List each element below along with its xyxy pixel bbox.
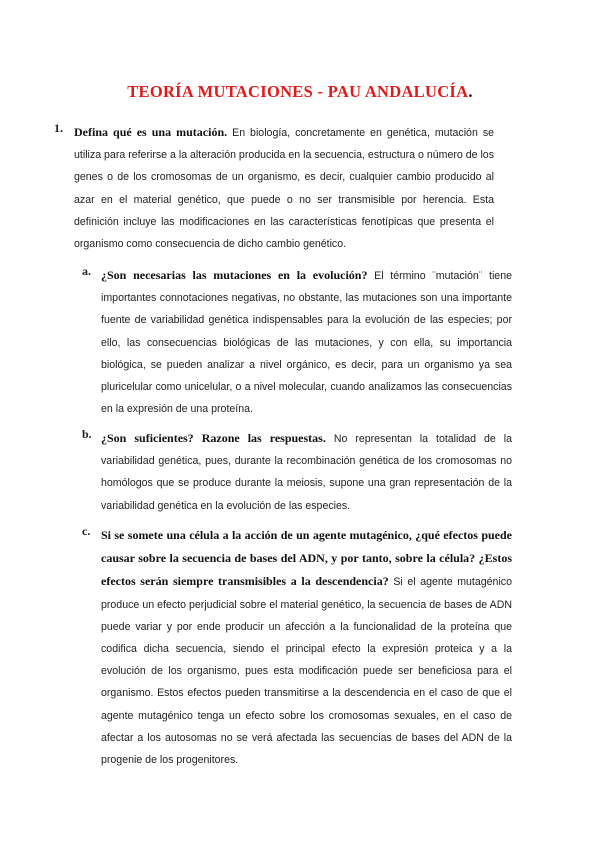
title-period: . <box>468 82 473 101</box>
subquestion-label: c. <box>82 524 91 538</box>
subquestion-c <box>82 524 512 771</box>
subquestion-a-answer: El término ¨mutación¨ tiene importantes connotaciones negativas, no obstante, las mutaciones son una importante fuente de variabilidad genética indispensables para la evolución de las especies; por ello, las consecuencias biológicas de las mutaciones, y con ella, su importancia biológica, se pueden analizar a nivel orgánico, es decir, para un organismo ya sea pluricelular como unicelular, o a nivel molecular, cuando analizamos las consecuencias en la expresión de una proteína. <box>101 270 512 416</box>
question-1-answer: En biología, concretamente en genética, mutación se utiliza para referirse a la alteración producida en la secuencia, estructura o número de los genes o de los cromosomas de un organismo, es decir, cualquier cambio producido al azar en el material genético, que puede o no ser transmisible por herencia. Esta definición incluye las modificaciones en las características fenotípicas que presenta el organismo como consecuencia de dicho cambio genético. <box>74 127 495 251</box>
subquestion-a-body <box>101 264 512 420</box>
question-number: 1. <box>54 121 63 135</box>
question-1-prompt: Defina qué es una mutación. <box>74 125 228 139</box>
page-title <box>0 82 600 102</box>
subquestion-c-answer: Si el agente mutagénico produce un efecto perjudicial sobre el material genético, la secuencia de bases de ADN puede variar y por ende producir un afección a la funcionalidad de la proteína que codifica dicha secuencia, siendo el principal efecto la expresión proteica y a la evolución de los organismo, pues esta modificación puede ser beneficiosa para el organismo. Estos efectos pueden transmitirse a la descendencia en el caso de que el agente mutagénico tenga un efecto sobre los cromosomas sexuales, en el caso de afectar a los autosomas no se verá afectada las secuencias de bases del ADN de la progenie de los progenitores. <box>101 576 512 767</box>
subquestion-label: a. <box>82 264 91 278</box>
question-1 <box>54 121 494 255</box>
title-text: TEORÍA MUTACIONES - PAU ANDALUCÍA <box>127 82 469 101</box>
subquestion-a-prompt: ¿Son necesarias las mutaciones en la evolución? <box>101 268 368 282</box>
subquestion-b-prompt: ¿Son suficientes? Razone las respuestas. <box>101 431 326 445</box>
subquestion-b-answer: No representan la totalidad de la variabilidad genética, pues, durante la recombinación genética de los cromosomas no homólogos que se produce durante la meiosis, supone una gran representación de la variabilidad genética en la evolución de las especies. <box>101 433 512 512</box>
subquestion-label: b. <box>82 427 92 441</box>
subquestion-c-body <box>101 524 512 771</box>
subquestion-b <box>82 427 512 517</box>
subquestion-b-body <box>101 427 512 517</box>
subquestion-a <box>82 264 512 420</box>
question-1-body <box>74 121 494 255</box>
subquestion-c-prompt: Si se somete una célula a la acción de un agente mutagénico, ¿qué efectos puede causar sobre la secuencia de bases del ADN, y por tanto, sobre la célula? ¿Estos efectos serán siempre transmisibles a la descendencia? <box>101 528 512 589</box>
